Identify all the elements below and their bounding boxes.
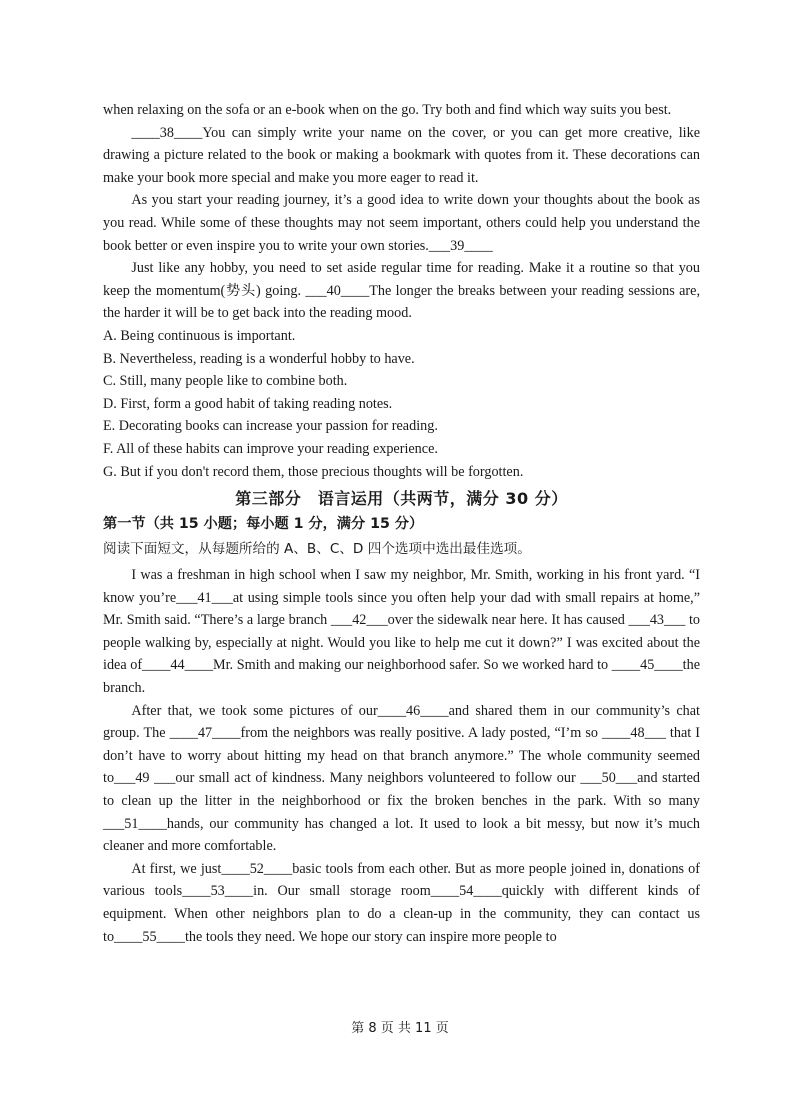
- option-f: F. All of these habits can improve your reading experience.: [103, 440, 438, 457]
- options-list: [103, 325, 700, 483]
- cloze-paragraph-3: At first, we just____52____basic tools from each other. But as more people joined in, donations of various tools____53____in. Our small storage room____54____quickly with different kinds of equipment. When other neighbors plan to do a clean-up in the community, they can contact us to____55____the tools they need. We hope our story can inspire more people to: [103, 860, 700, 945]
- option-c: C. Still, many people like to combine both.: [103, 373, 348, 390]
- option-e: E. Decorating books can increase your passion for reading.: [103, 418, 438, 435]
- option-a: A. Being continuous is important.: [103, 327, 296, 344]
- paragraph-39: As you start your reading journey, it’s a good idea to write down your thoughts about the book as you read. While some of these thoughts may not seem important, others could help you understand the book better or even inspire you to write your own stories.___39____: [103, 192, 700, 254]
- option-d: D. First, form a good habit of taking reading notes.: [103, 395, 393, 412]
- subsection-title: 第一节（共 15 小题；每小题 1 分，满分 15 分）: [103, 516, 424, 533]
- option-b: B. Nevertheless, reading is a wonderful hobby to have.: [103, 350, 415, 367]
- paragraph-40: Just like any hobby, you need to set aside regular time for reading. Make it a routine so that you keep the momentum(势头) going. ___40____The longer the breaks between your reading sessions are, the harder it will be to get back into the reading mood.: [103, 260, 700, 322]
- cloze-paragraph-1: I was a freshman in high school when I saw my neighbor, Mr. Smith, working in his front yard. “I know you’re___41___at using simple tools since you often help your dad with small repairs at home,” Mr. Smith said. “There’s a large branch ___42___over the sidewalk near here. It has caused ___43___ to people walking by, especially at night. Would you like to help me cut it down?” I was excited about the idea of____44____Mr. Smith and making our neighborhood safer. So we worked hard to ____45____the branch.: [103, 567, 700, 697]
- paragraph-top: when relaxing on the sofa or an e-book when on the go. Try both and find which way suits you best.: [103, 102, 672, 118]
- cloze-paragraph-2: After that, we took some pictures of our____46____and shared them in our community’s chat group. The ____47____from the neighbors was really positive. A lady posted, “I’m so ____48___ that I don’t have to worry about hitting my head on that branch anymore.” The whole community seemed to___49 ___our small act of kindness. Many neighbors volunteered to follow our ___50___and started to clean up the litter in the neighborhood or fix the broken benches in the park. With so many ___51____hands, our community has changed a lot. It used to look a bit messy, but now it’s much cleaner and more comfortable.: [103, 702, 700, 855]
- instruction-text: 阅读下面短文，从每题所给的 A、B、C、D 四个选项中选出最佳选项。: [103, 541, 531, 558]
- option-g: G. But if you don't record them, those precious thoughts will be forgotten.: [103, 463, 524, 480]
- paragraph-38: ____38____You can simply write your name on the cover, or you can get more creative, like drawing a picture related to the book or making a bookmark with quotes from it. These decorations can make your book more special and make you more eager to read it.: [103, 124, 700, 186]
- page-footer: 第 8 页 共 11 页: [351, 1021, 449, 1036]
- page-content: [103, 99, 700, 948]
- section-title: 第三部分 语言运用（共两节，满分 30 分）: [235, 489, 568, 509]
